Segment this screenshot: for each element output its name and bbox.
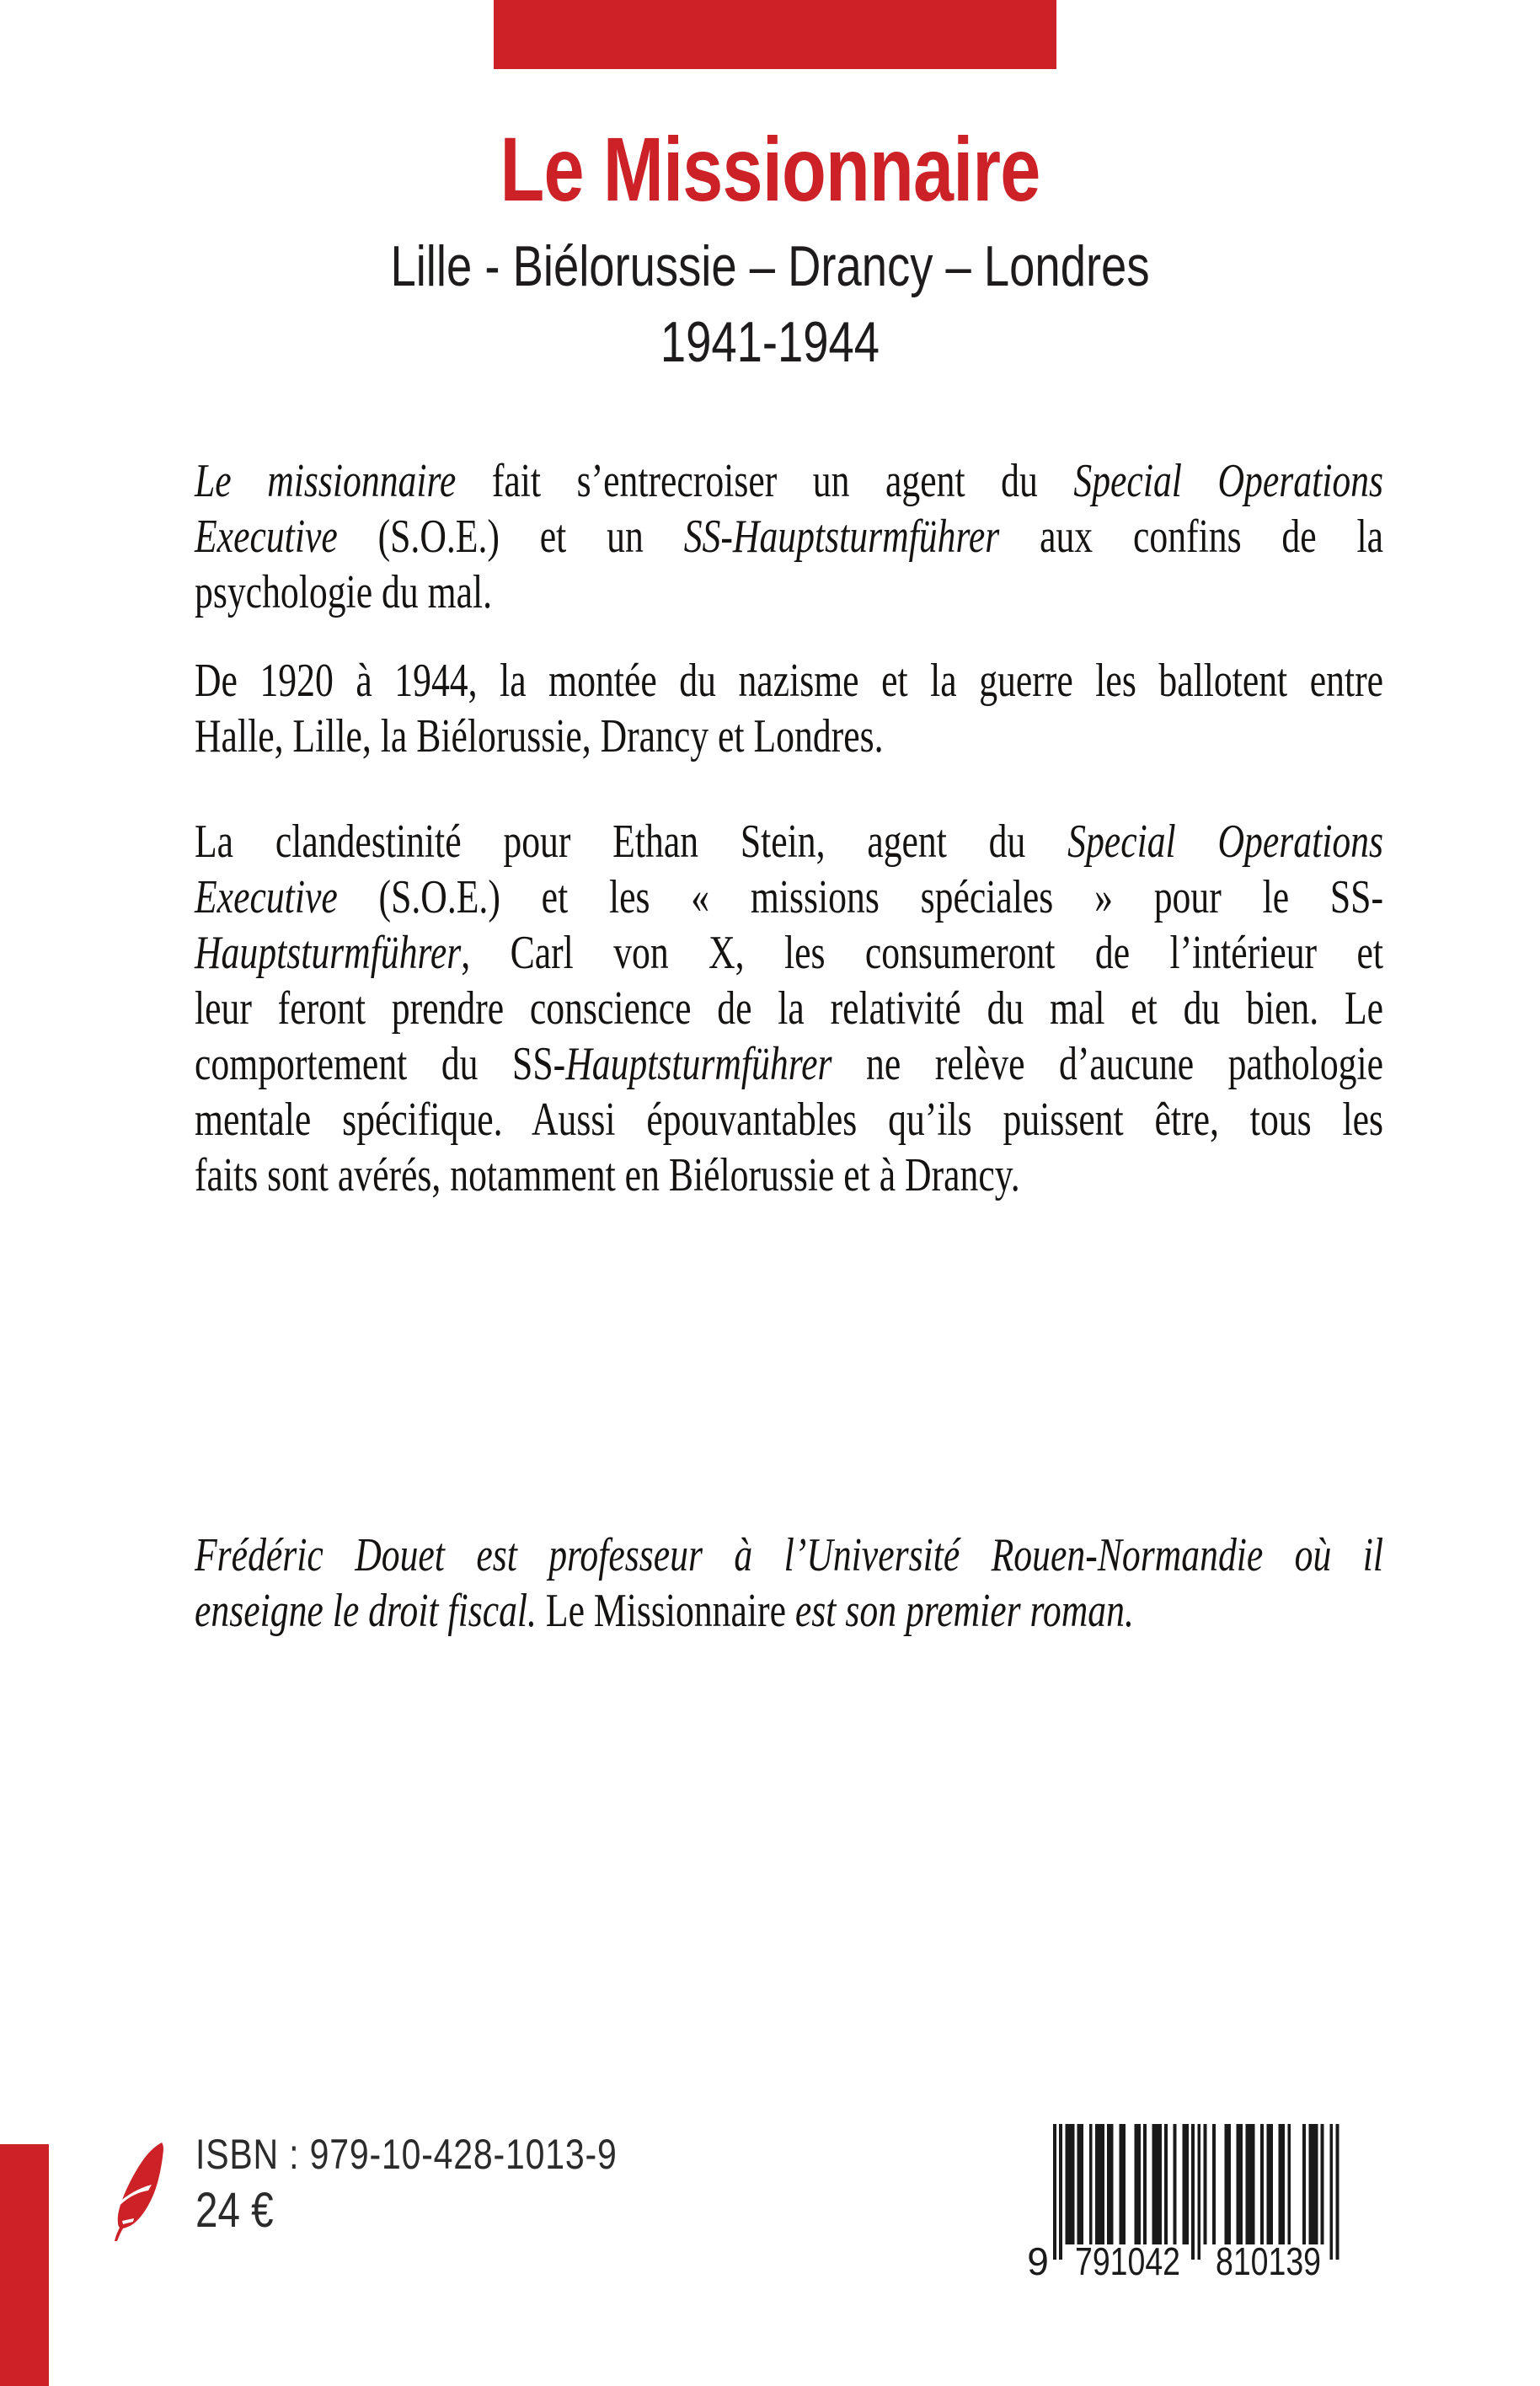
text-line: faits sont avérés, notamment en Biélorussie et à Drancy. — [195, 1149, 1020, 1201]
top-red-banner — [494, 0, 1056, 69]
spine-red-stripe — [0, 2144, 49, 2386]
text-line: Hauptsturmführer, Carl von X, les consumeront de l’intérieur et — [195, 927, 1384, 979]
text-line: Halle, Lille, la Biélorussie, Drancy et Londres. — [195, 710, 884, 762]
barcode-digit-lead: 9 — [1027, 2239, 1049, 2280]
text-line: Executive (S.O.E.) et un SS-Hauptsturmführer aux confins de la — [195, 511, 1384, 563]
book-subtitle-years: 1941-1944 — [660, 310, 880, 374]
barcode-digits-left-group: 791042 — [1075, 2239, 1180, 2280]
barcode — [1023, 2124, 1343, 2280]
author-bio — [195, 1527, 1383, 1639]
synopsis-paragraph-1 — [195, 453, 1383, 620]
text-line: enseigne le droit fiscal. Le Missionnaire est son premier roman. — [195, 1585, 1134, 1637]
text-line: Le missionnaire fait s’entrecroiser un agent du Special Operations — [195, 455, 1384, 507]
synopsis-paragraph-2 — [195, 653, 1383, 764]
text-line: De 1920 à 1944, la montée du nazisme et la guerre les ballotent entre — [195, 655, 1384, 707]
text-line: mentale spécifique. Aussi épouvantables qu’ils puissent être, tous les — [195, 1094, 1384, 1146]
text-line: Executive (S.O.E.) et les « missions spéciales » pour le SS- — [195, 871, 1384, 923]
text-line: leur feront prendre conscience de la relativité du mal et du bien. Le — [195, 982, 1384, 1035]
book-subtitle-locations: Lille - Biélorussie – Drancy – Londres — [390, 234, 1150, 298]
price-text: 24 € — [195, 2183, 274, 2238]
text-line: comportement du SS-Hauptsturmführer ne relève d’aucune pathologie — [195, 1038, 1384, 1090]
text-line: psychologie du mal. — [195, 566, 493, 618]
isbn-text: ISBN : 979-10-428-1013-9 — [195, 2131, 618, 2178]
synopsis-paragraph-3 — [195, 814, 1383, 1203]
book-title: Le Missionnaire — [500, 118, 1040, 220]
text-line: Frédéric Douet est professeur à l’Université Rouen-Normandie où il — [195, 1529, 1384, 1581]
text-line: La clandestinité pour Ethan Stein, agent du Special Operations — [195, 816, 1384, 868]
publisher-feather-logo-icon — [112, 2143, 166, 2242]
barcode-digits-right-group: 810139 — [1216, 2239, 1321, 2280]
